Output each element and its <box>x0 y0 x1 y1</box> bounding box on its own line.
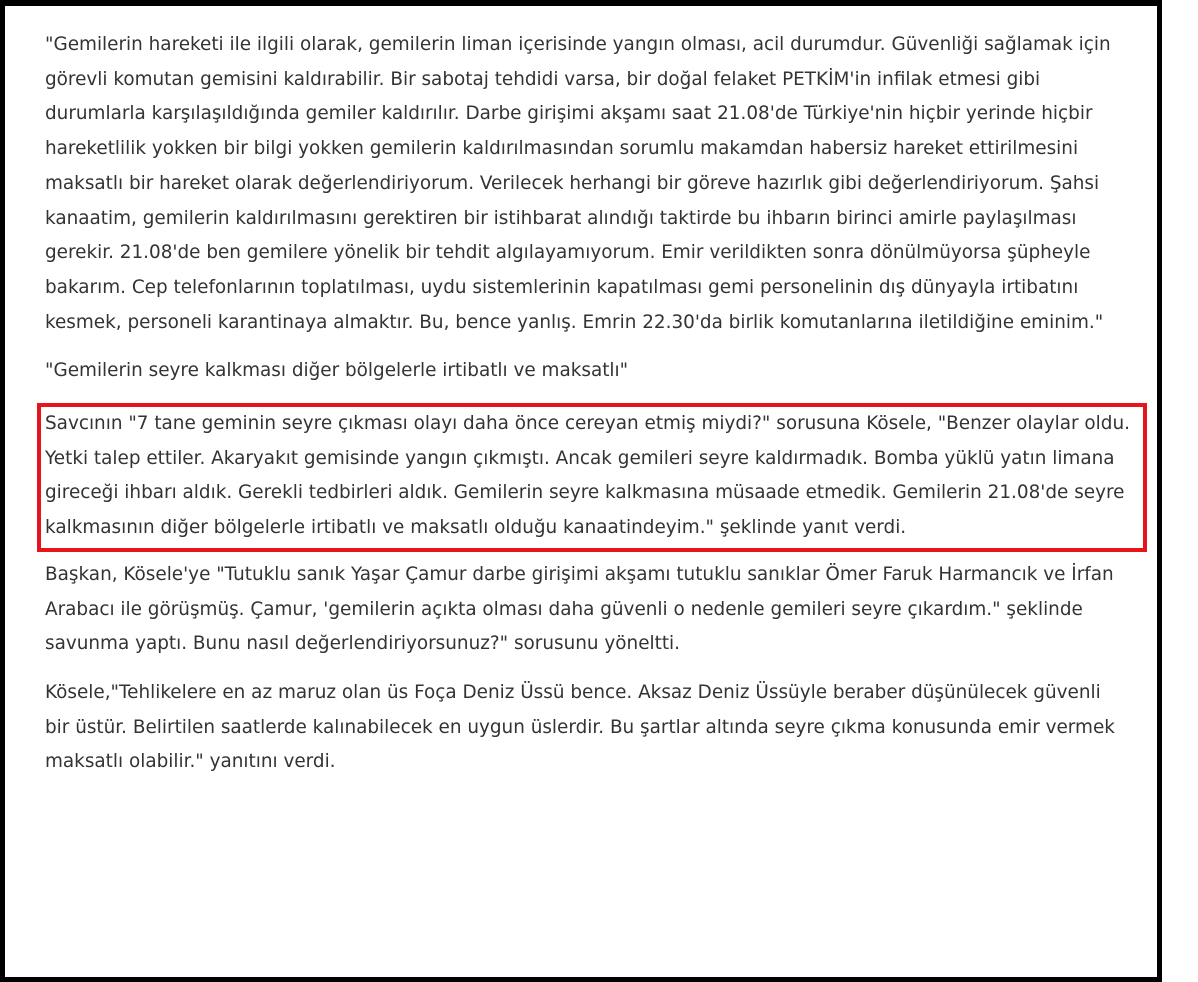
highlighted-paragraph: Savcının "7 tane geminin seyre çıkması olayı daha önce cereyan etmiş miydi?" sorusuna Kösele, "Benzer olaylar oldu. Yetki talep ettiler. Akaryakıt gemisinde yangın çıkmıştı. Ancak gemileri seyre kaldırmadık. Bomba yüklü yatın limana gireceği ihbarı aldık. Gerekli tedbirleri aldık. Gemilerin seyre kalkmasına müsaade etmedik. Gemilerin 21.08'de seyre kalkmasının diğer bölgelerle irtibatlı ve maksatlı olduğu kanaatindeyim." şeklinde yanıt verdi. <box>37 403 1147 552</box>
section-subheading: "Gemilerin seyre kalkması diğer bölgelerle irtibatlı ve maksatlı" <box>45 360 629 382</box>
article-body <box>45 28 1130 794</box>
article-paragraph: Kösele,"Tehlikelere en az maruz olan üs Foça Deniz Üssü bence. Aksaz Deniz Üssüyle beraber düşünülecek güvenli bir üstür. Belirtilen saatlerde kalınabilecek en uygun üslerdir. Bu şartlar altında seyre çıkma konusunda emir vermek maksatlı olabilir." yanıtını verdi. <box>45 681 1115 773</box>
article-paragraph: "Gemilerin hareketi ile ilgili olarak, gemilerin liman içerisinde yangın olması, acil durumdur. Güvenliği sağlamak için görevli komutan gemisini kaldırabilir. Bir sabotaj tehdidi varsa, bir doğal felaket PETKİM'in infilak etmesi gibi durumlarla karşılaşıldığında gemiler kaldırılır. Darbe girişimi akşamı saat 21.08'de Türkiye'nin hiçbir yerinde hiçbir hareketlilik yokken bir bilgi yokken gemilerin kaldırılmasından sorumlu makamdan habersiz hareket ettirilmesini maksatlı bir hareket olarak değerlendiriyorum. Verilecek herhangi bir göreve hazırlık gibi değerlendiriyorum. Şahsi kanaatim, gemilerin kaldırılmasını gerektiren bir istihbarat alındığı taktirde bu ihbarın birinci amirle paylaşılması gerekir. 21.08'de ben gemilere yönelik bir tehdit algılayamıyorum. Emir verildikten sonra dönülmüyorsa şüpheyle bakarım. Cep telefonlarının toplatılması, uydu sistemlerinin kapatılması gemi personelinin dış dünyayla irtibatını kesmek, personeli karantinaya almaktır. Bu, bence yanlış. Emrin 22.30'da birlik komutanlarına iletildiğine eminim." <box>45 34 1111 333</box>
article-paragraph: Başkan, Kösele'ye "Tutuklu sanık Yaşar Çamur darbe girişimi akşamı tutuklu sanıklar Ömer Faruk Harmancık ve İrfan Arabacı ile görüşmüş. Çamur, 'gemilerin açıkta olması daha güvenli o nedenle gemileri seyre çıkardım." şeklinde savunma yaptı. Bunu nasıl değerlendiriyorsunuz?" sorusunu yöneltti. <box>45 563 1114 655</box>
